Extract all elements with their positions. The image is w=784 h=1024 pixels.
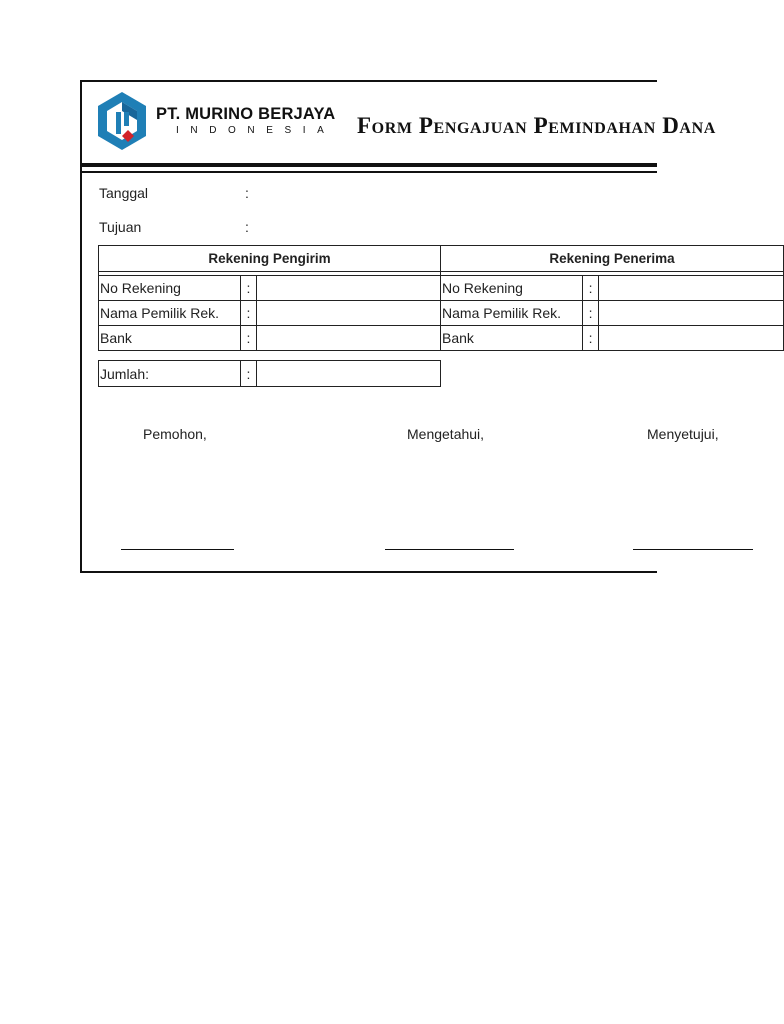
receiver-row-label: No Rekening [441,276,583,301]
sender-bank-input[interactable] [257,326,441,351]
receiver-account-header: Rekening Penerima [441,246,784,272]
signature-line-mengetahui [385,549,514,550]
account-table [98,245,784,351]
signature-label-mengetahui: Mengetahui, [407,426,485,442]
sender-row-label: Nama Pemilik Rek. [99,301,241,326]
receiver-row-colon: : [583,326,599,351]
field-label-tanggal: Tanggal [99,185,149,201]
signature-line-menyetujui [633,549,753,550]
receiver-row-colon: : [583,276,599,301]
receiver-bank-input[interactable] [599,326,784,351]
header-rule-thin [80,171,657,173]
company-logo-icon [96,90,148,154]
receiver-account-number-input[interactable] [599,276,784,301]
table-row [99,276,784,301]
frame-bottom-border [80,571,657,573]
header-rule-thick [80,163,657,167]
sender-row-colon: : [241,326,257,351]
table-row [99,301,784,326]
frame-left-border [80,80,82,573]
receiver-row-colon: : [583,301,599,326]
sender-account-owner-input[interactable] [257,301,441,326]
table-row [99,361,441,387]
sender-row-colon: : [241,276,257,301]
receiver-account-owner-input[interactable] [599,301,784,326]
company-subtitle: INDONESIA [176,125,336,136]
sender-row-label: Bank [99,326,241,351]
sender-account-number-input[interactable] [257,276,441,301]
field-colon-tujuan: : [245,219,249,235]
field-label-tujuan: Tujuan [99,219,142,235]
table-row [99,326,784,351]
form-sheet [80,80,719,572]
amount-label: Jumlah: [99,361,241,387]
amount-colon: : [241,361,257,387]
form-title: Form Pengajuan Pemindahan Dana [357,113,716,138]
amount-input[interactable] [257,361,441,387]
sender-row-colon: : [241,301,257,326]
company-name: PT. MURINO BERJAYA [156,105,336,123]
signature-line-pemohon [121,549,234,550]
receiver-row-label: Nama Pemilik Rek. [441,301,583,326]
field-colon-tanggal: : [245,185,249,201]
sender-row-label: No Rekening [99,276,241,301]
receiver-row-label: Bank [441,326,583,351]
frame-top-border [80,80,657,82]
signature-label-menyetujui: Menyetujui, [647,426,719,442]
amount-table [98,360,441,387]
sender-account-header: Rekening Pengirim [99,246,441,272]
signature-label-pemohon: Pemohon, [143,426,207,442]
